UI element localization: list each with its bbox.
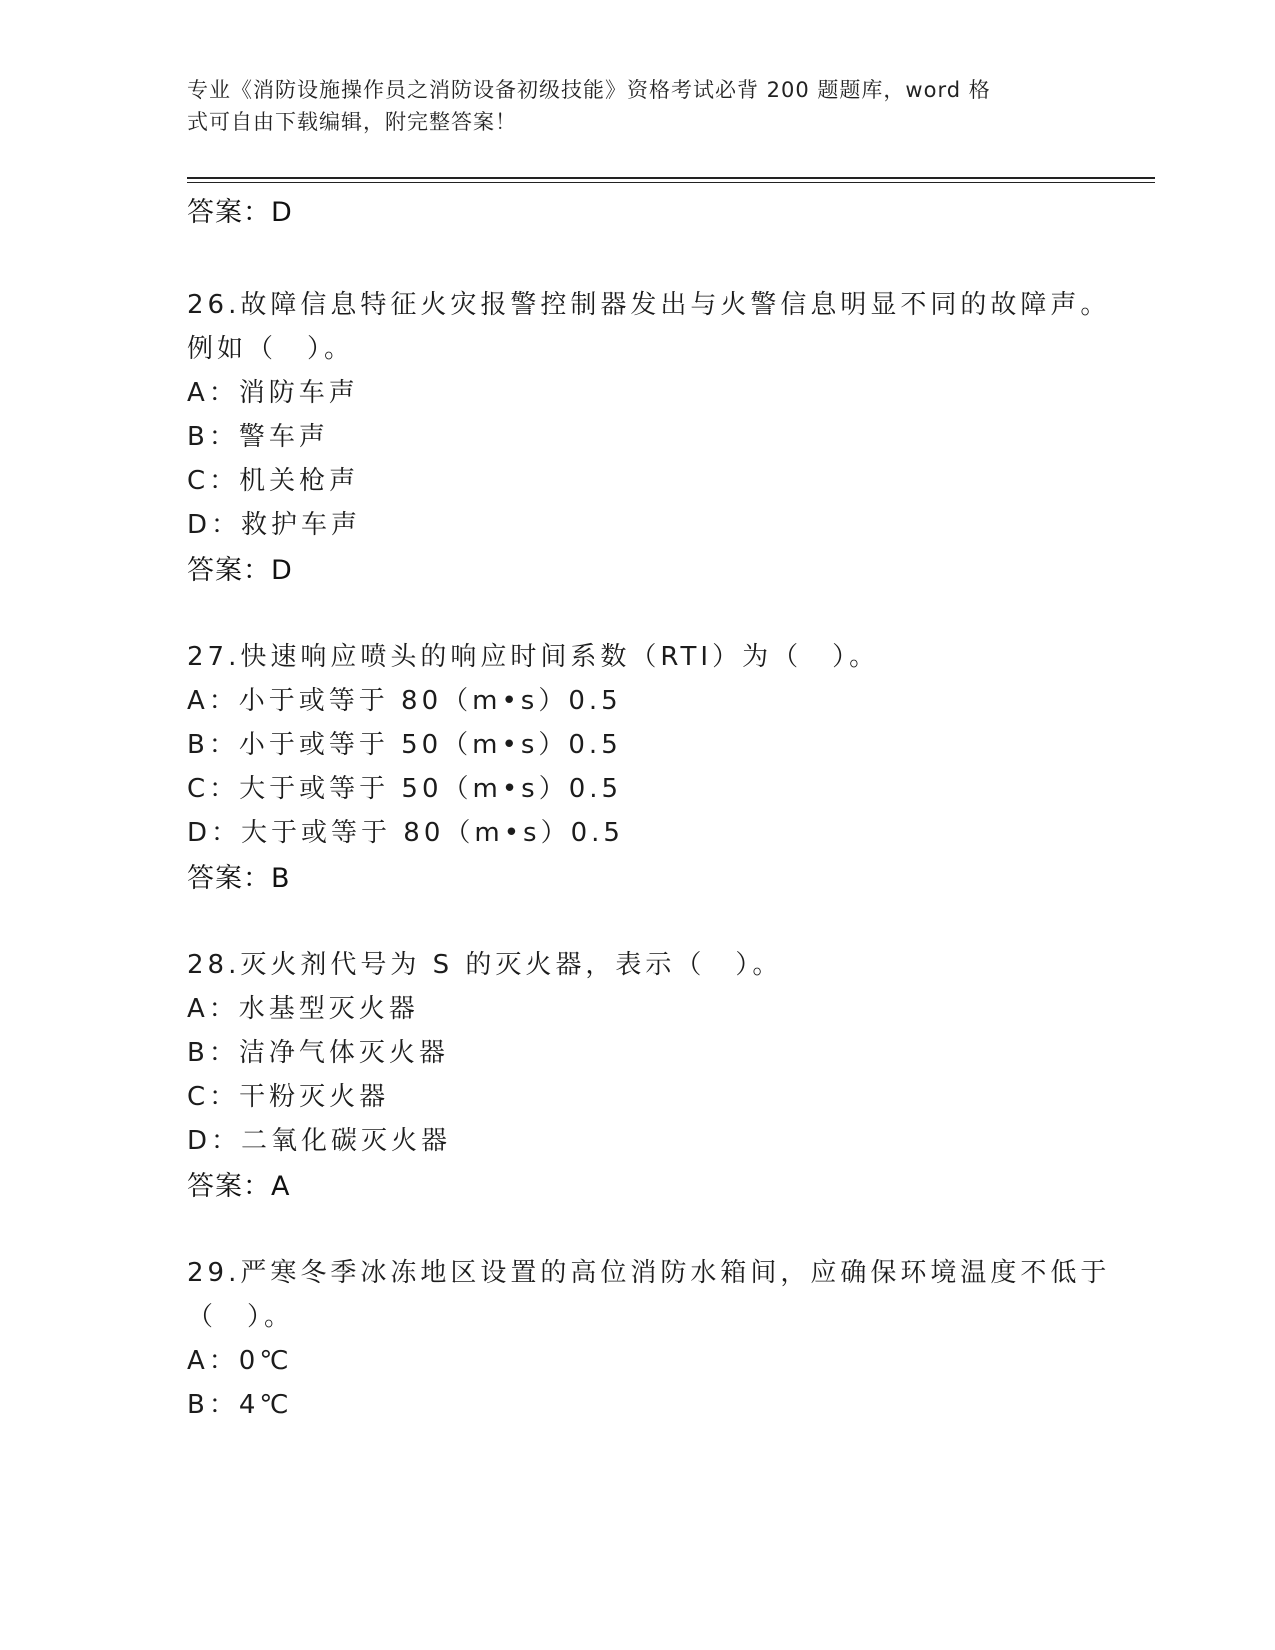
- option-a: A：0℃: [187, 1346, 293, 1376]
- option-d: D：救护车声: [187, 510, 362, 540]
- option-a: A：小于或等于 80（m•s）0.5: [187, 686, 622, 716]
- option-b: B：洁净气体灭火器: [187, 1038, 449, 1068]
- question-stem: 例如（ ）。: [187, 334, 355, 364]
- question-stem: 26.故障信息特征火灾报警控制器发出与火警信息明显不同的故障声。: [187, 290, 1111, 320]
- question-stem: 28.灭火剂代号为 S 的灭火器，表示（ ）。: [187, 950, 783, 980]
- page-header: [187, 74, 1067, 138]
- header-divider-thick: [187, 177, 1155, 179]
- option-c: C：机关枪声: [187, 466, 360, 496]
- answer: 答案：D: [187, 555, 293, 586]
- option-b: B：警车声: [187, 422, 329, 452]
- option-c: C：干粉灭火器: [187, 1082, 390, 1112]
- answer: 答案：A: [187, 1171, 291, 1202]
- option-a: A：消防车声: [187, 378, 359, 408]
- question-stem: 29.严寒冬季冰冻地区设置的高位消防水箱间，应确保环境温度不低于: [187, 1258, 1111, 1288]
- option-d: D：二氧化碳灭火器: [187, 1126, 452, 1156]
- option-c: C：大于或等于 50（m•s）0.5: [187, 774, 623, 804]
- option-a: A：水基型灭火器: [187, 994, 419, 1024]
- option-b: B：4℃: [187, 1390, 293, 1420]
- question-stem: 27.快速响应喷头的响应时间系数（RTI）为（ ）。: [187, 642, 880, 672]
- header-line-1: 专业《消防设施操作员之消防设备初级技能》资格考试必背 200 题题库，word 格: [187, 78, 991, 102]
- header-divider-thin: [187, 182, 1155, 183]
- header-line-2: 式可自由下载编辑，附完整答案！: [187, 110, 517, 134]
- question-stem: （ ）。: [187, 1302, 295, 1332]
- answer: 答案：B: [187, 863, 291, 894]
- previous-answer: 答案：D: [187, 197, 293, 228]
- option-d: D：大于或等于 80（m•s）0.5: [187, 818, 624, 848]
- option-b: B：小于或等于 50（m•s）0.5: [187, 730, 622, 760]
